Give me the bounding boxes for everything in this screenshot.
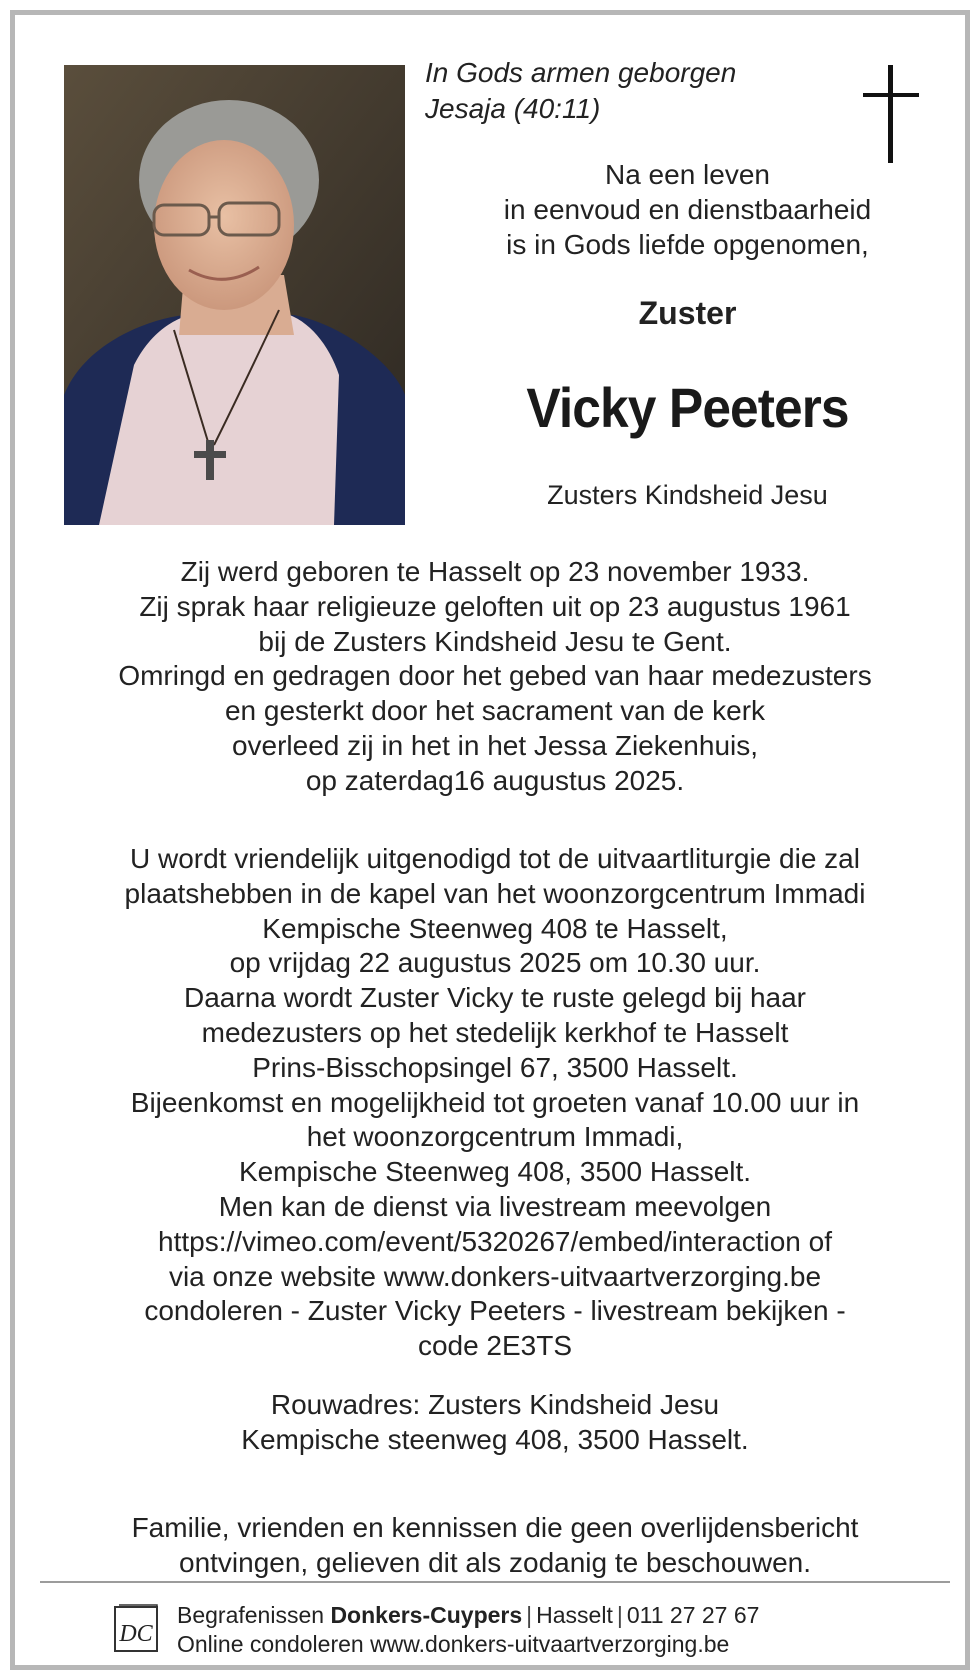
portrait-photo: [64, 65, 405, 525]
intro-line: is in Gods liefde opgenomen,: [506, 229, 869, 260]
text-line: Bijeenkomst en mogelijkheid tot groeten vanaf 10.00 uur in: [130, 1086, 860, 1118]
intro-text: [430, 157, 945, 262]
deceased-name: Vicky Peeters: [526, 376, 849, 439]
text-line: Familie, vrienden en kennissen die geen overlijdensbericht: [131, 1512, 859, 1543]
livestream-link: https://vimeo.com/event/5320267/embed/interaction of: [158, 1225, 832, 1257]
website-line: via onze website www.donkers-uitvaartverzorging.be: [168, 1260, 822, 1292]
cross-icon: [863, 65, 919, 163]
text-line: Omringd en gedragen door het gebed van haar medezusters: [118, 660, 872, 692]
text-line: Kempische steenweg 408, 3500 Hasselt.: [241, 1423, 749, 1455]
text-line: U wordt vriendelijk uitgenodigd tot de uitvaartliturgie die zal: [130, 843, 860, 874]
footer-info: [177, 1601, 759, 1659]
text-line: Kempische Steenweg 408 te Hasselt,: [262, 912, 728, 944]
text-line: code 2E3TS: [417, 1330, 573, 1362]
funeral-home-logo: [113, 1603, 161, 1653]
portrait-image: [64, 65, 405, 525]
honorific: Zuster: [638, 295, 737, 331]
text-line: Men kan de dienst via livestream meevolgen: [218, 1190, 772, 1222]
text-line: op zaterdag16 augustus 2025.: [305, 764, 685, 796]
footer-line-2: Online condoleren www.donkers-uitvaartverzorging.be: [177, 1631, 730, 1657]
text-line: condoleren - Zuster Vicky Peeters - livestream bekijken -: [144, 1295, 846, 1327]
footer-line-1: Begrafenissen Donkers-Cuypers | Hasselt | 011 27 27 67: [177, 1602, 760, 1628]
text-line: plaatshebben in de kapel van het woonzorgcentrum Immadi: [124, 877, 866, 909]
footer-city: Hasselt: [536, 1602, 613, 1628]
intro-line: in eenvoud en dienstbaarheid: [503, 194, 872, 225]
text-line: overleed zij in het in het Jessa Ziekenhuis,: [231, 729, 759, 761]
life-paragraph: [55, 555, 935, 799]
text-line: Rouwadres: Zusters Kindsheid Jesu: [270, 1389, 720, 1420]
bible-verse: [425, 55, 736, 127]
text-line: bij de Zusters Kindsheid Jesu te Gent.: [258, 625, 732, 657]
text-line: en gesterkt door het sacrament van de kerk: [224, 695, 766, 727]
text-line: ontvingen, gelieven dit als zodanig te beschouwen.: [179, 1546, 811, 1578]
verse-reference: Jesaja (40:11): [425, 93, 601, 124]
footer-divider: [40, 1581, 950, 1583]
text-line: Prins-Bisschopsingel 67, 3500 Hasselt.: [252, 1051, 738, 1083]
text-line: het woonzorgcentrum Immadi,: [306, 1121, 684, 1153]
funeral-paragraph: [55, 842, 935, 1364]
text-line: Zij sprak haar religieuze geloften uit op 23 augustus 1961: [139, 590, 851, 622]
footer-company: Donkers-Cuypers: [330, 1602, 523, 1628]
footer-prefix: Begrafenissen: [177, 1602, 325, 1628]
text-line: op vrijdag 22 augustus 2025 om 10.30 uur.: [229, 947, 761, 979]
text-line: Kempische Steenweg 408, 3500 Hasselt.: [238, 1156, 752, 1188]
footer-phone: 011 27 27 67: [626, 1602, 760, 1628]
congregation: Zusters Kindsheid Jesu: [547, 480, 828, 510]
obituary-card: [10, 10, 970, 1670]
text-line: Daarna wordt Zuster Vicky te ruste gelegd bij haar: [183, 982, 806, 1014]
logo-monogram: DC: [119, 1621, 153, 1647]
text-line: Zij werd geboren te Hasselt op 23 november 1933.: [180, 556, 810, 587]
mourning-address: [55, 1388, 935, 1458]
closing-note: [55, 1511, 935, 1581]
intro-line: Na een leven: [604, 159, 770, 190]
text-line: medezusters op het stedelijk kerkhof te Hasselt: [201, 1016, 789, 1048]
verse-text: In Gods armen geborgen: [425, 57, 737, 88]
